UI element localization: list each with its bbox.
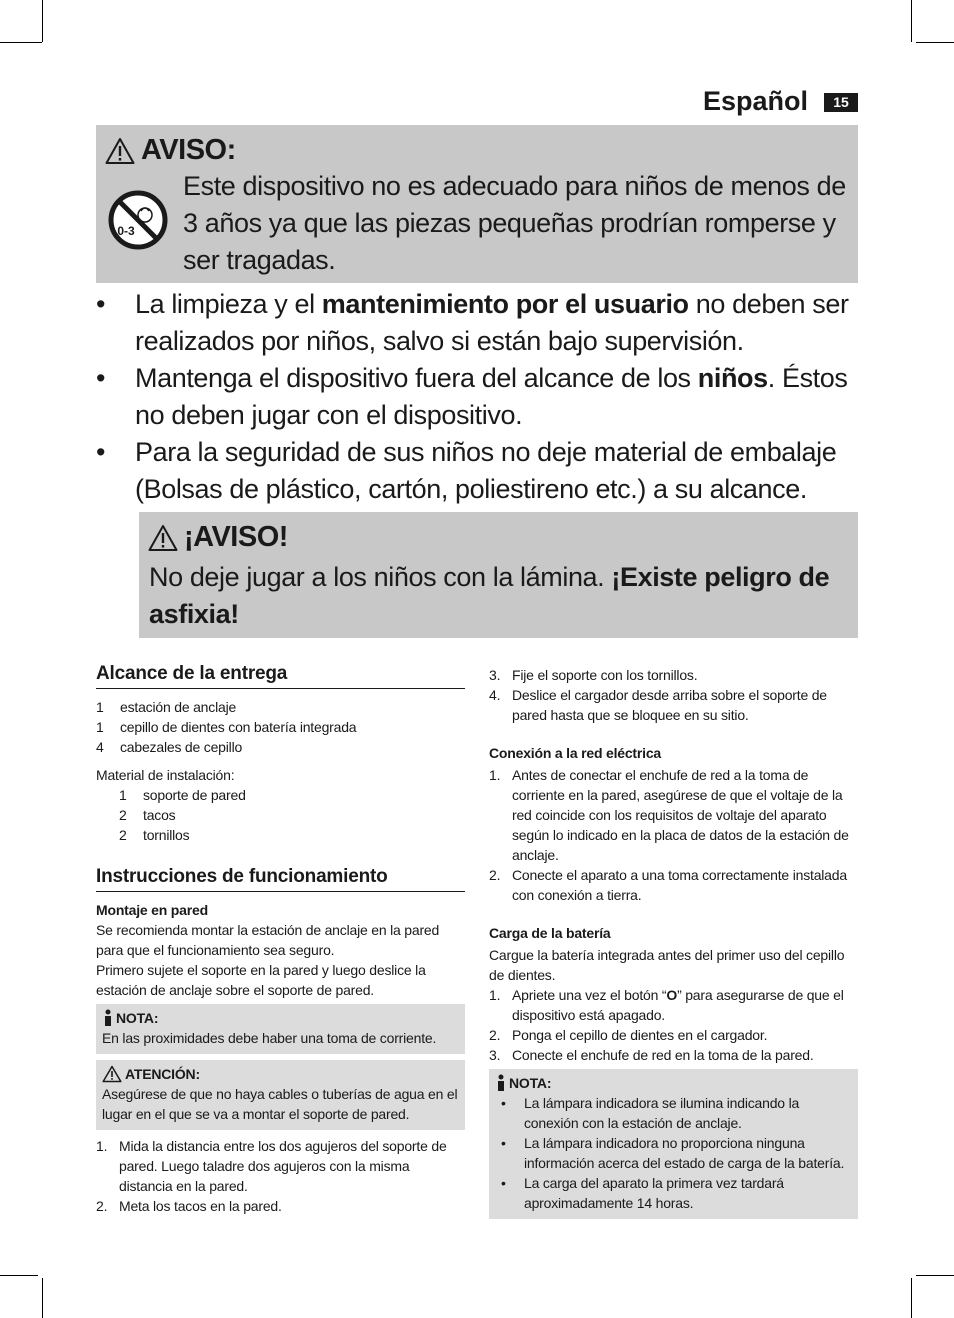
list-item: • La carga del aparato la primera vez tardará aproximadamente 14 horas. [495, 1173, 852, 1213]
crop-mark [42, 1278, 43, 1318]
section-title-instructions: Instrucciones de funcionamiento [96, 867, 465, 892]
warning-title [148, 521, 288, 554]
crop-mark [42, 0, 43, 42]
list-item: 1. Antes de conectar el enchufe de red a la toma de corriente en la pared, asegúrese de que el voltaje de la red coincide con los requisitos de voltaje del aparato según lo indicado en la placa de datos de la estación de anclaje. [489, 767, 849, 863]
bullet-item: • Para la seguridad de sus niños no deje material de embalaje (Bolsas de plástico, cartón, poliestireno etc.) a su alcance. [96, 434, 871, 508]
subsection-title-battery: Carga de la batería [489, 925, 611, 941]
list-item: 1. Mida la distancia entre los dos agujeros del soporte de pared. Luego taladre dos agujeros con la misma distancia en la pared. [96, 1138, 447, 1194]
crop-mark [916, 42, 954, 43]
list-item: 2. Conecte el aparato a una toma correctamente instalada con conexión a tierra. [489, 867, 847, 903]
warning-triangle-icon [105, 137, 135, 165]
delivery-list [96, 697, 465, 757]
list-item: 3. Conecte el enchufe de red en la toma de la pared. [489, 1047, 814, 1063]
crop-mark [916, 1275, 954, 1276]
bullet-item: • La limpieza y el mantenimiento por el usuario no deben ser realizados por niños, salvo si están bajo supervisión. [96, 286, 871, 360]
wall-steps-list [96, 1136, 465, 1216]
not-for-children-under-3-icon [107, 189, 169, 251]
warning-box-children-age [96, 125, 858, 283]
subsection-title-wall: Montaje en pared [96, 902, 208, 918]
list-item: • La lámpara indicadora no proporciona ninguna información acerca del estado de carga de la batería. [495, 1133, 852, 1173]
bullet-item: • Mantenga el dispositivo fuera del alcance de los niños. Éstos no deben jugar con el dispositivo. [96, 360, 871, 434]
list-item: 2. Ponga el cepillo de dientes en el cargador. [489, 1027, 768, 1043]
age-label: 0-3 [117, 224, 135, 238]
right-column [489, 665, 858, 1219]
page-number: 15 [824, 93, 858, 112]
battery-text: Cargue la batería integrada antes del primer uso del cepillo de dientes. [489, 947, 845, 983]
list-item: 1 cepillo de dientes con batería integrada [96, 719, 357, 735]
list-item: • La lámpara indicadora se ilumina indicando la conexión con la estación de anclaje. [495, 1093, 852, 1133]
crop-mark [0, 1275, 38, 1276]
crop-mark [911, 1278, 912, 1318]
attention-text: Asegúrese de que no haya cables o tuberías de agua en el lugar en el que se va a montar el soporte de pared. [102, 1086, 458, 1122]
warning-text: No deje jugar a los niños con la lámina. ¡Existe peligro de asfixia! [149, 562, 830, 629]
warning-text: Este dispositivo no es adecuado para niños de menos de 3 años ya que las piezas pequeñas prodrían romperse y ser tragadas. [183, 171, 846, 275]
attention-box [96, 1060, 465, 1130]
list-item: 2 tacos [119, 807, 176, 823]
power-steps-list [489, 765, 858, 905]
list-item: 4 cabezales de cepillo [96, 739, 243, 755]
list-item: 4. Deslice el cargador desde arriba sobre el soporte de pared hasta que se bloquee en su sitio. [489, 687, 827, 723]
left-column [96, 664, 465, 1216]
crop-mark [911, 0, 912, 42]
page-language-heading: Español [702, 86, 808, 116]
crop-mark [0, 42, 42, 43]
wall-steps-continued [489, 665, 858, 725]
attention-title: ATENCIÓN: [125, 1066, 200, 1082]
warning-title [105, 134, 236, 167]
section-title-delivery: Alcance de la entrega [96, 664, 465, 689]
warning-title-text: ¡AVISO! [184, 521, 288, 553]
note-bullet-list [495, 1093, 852, 1213]
warning-triangle-icon [148, 524, 178, 552]
list-item: 3. Fije el soporte con los tornillos. [489, 667, 698, 683]
subsection-title-power: Conexión a la red eléctrica [489, 745, 662, 761]
safety-bullet-list [96, 286, 871, 508]
power-button-symbol: O [666, 987, 678, 1003]
battery-steps-list [489, 985, 858, 1065]
wall-text-2: Primero sujete el soporte en la pared y luego deslice la estación de anclaje sobre el soporte de pared. [96, 962, 426, 998]
install-label: Material de instalación: [96, 767, 235, 783]
warning-triangle-icon [102, 1065, 122, 1083]
warning-title-text: AVISO: [141, 134, 236, 166]
list-item: 1. Apriete una vez el botón “O” para asegurarse de que el dispositivo está apagado. [489, 987, 844, 1023]
note-text: En las proximidades debe haber una toma de corriente. [102, 1030, 437, 1046]
info-icon [102, 1009, 114, 1027]
warning-box-suffocation [139, 512, 858, 638]
note-box [489, 1069, 858, 1219]
note-title: NOTA: [116, 1010, 159, 1026]
list-item: 2 tornillos [119, 827, 190, 843]
install-list [96, 785, 465, 845]
list-item: 1 soporte de pared [119, 787, 246, 803]
info-icon [495, 1074, 507, 1092]
list-item: 1 estación de anclaje [96, 699, 237, 715]
list-item: 2. Meta los tacos en la pared. [96, 1198, 282, 1214]
note-title: NOTA: [509, 1075, 552, 1091]
wall-text: Se recomienda montar la estación de anclaje en la pared para que el funcionamiento sea seguro. [96, 922, 440, 958]
note-box [96, 1004, 465, 1054]
